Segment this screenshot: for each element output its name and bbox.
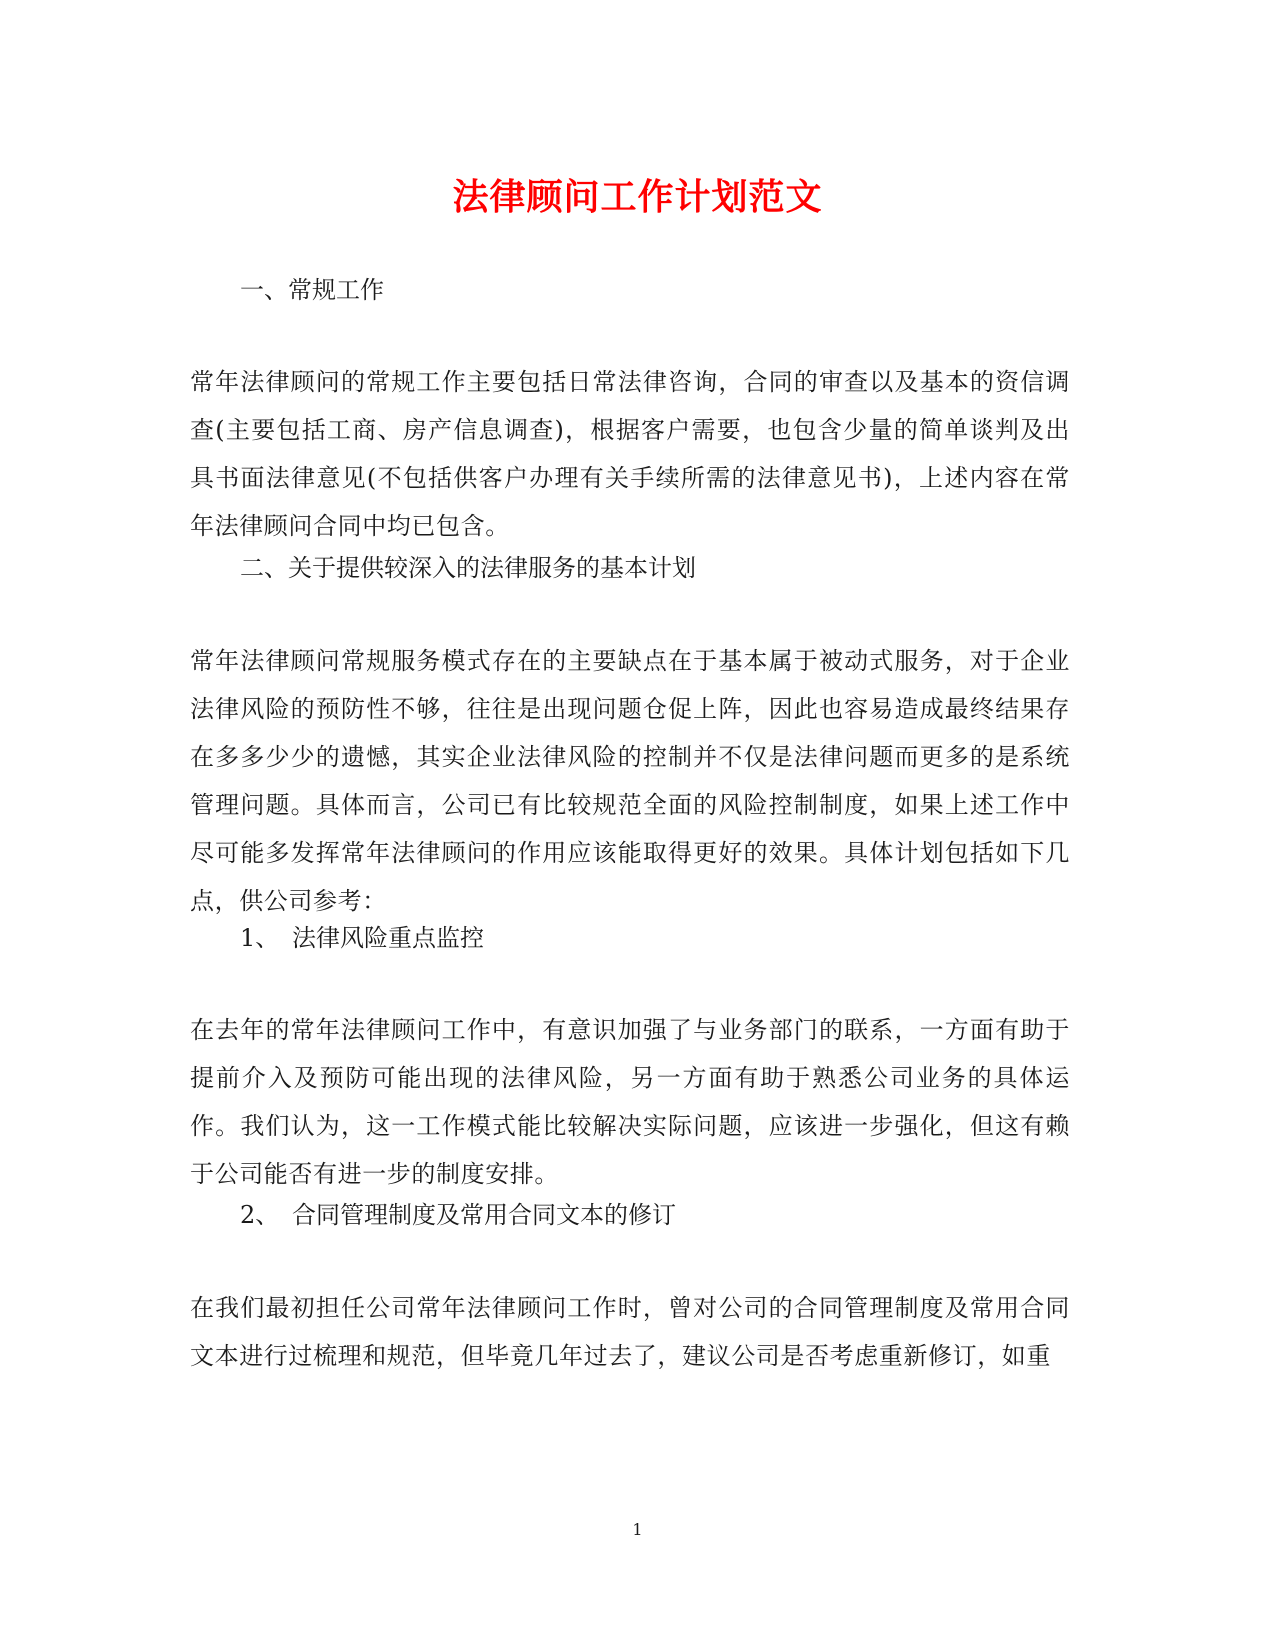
numbered-heading-1: [240, 922, 484, 954]
paragraph-1: 常年法律顾问的常规工作主要包括日常法律咨询，合同的审查以及基本的资信调查(主要包括工商、房产信息调查)，根据客户需要，也包含少量的简单谈判及出具书面法律意见(不包括供客户办理有关手续所需的法律意见书)，上述内容在常年法律顾问合同中均已包含。: [190, 368, 1070, 540]
heading-text: 法律风险重点监控: [292, 924, 484, 952]
section-heading-1: 一、常规工作: [240, 276, 384, 304]
section-heading-2: 二、关于提供较深入的法律服务的基本计划: [240, 554, 696, 582]
paragraph-4: 在我们最初担任公司常年法律顾问工作时，曾对公司的合同管理制度及常用合同文本进行过梳理和规范，但毕竟几年过去了，建议公司是否考虑重新修订，如重: [190, 1294, 1070, 1370]
heading-number: 2、: [240, 1201, 280, 1229]
heading-number: 1、: [240, 924, 280, 952]
numbered-heading-2: [240, 1199, 676, 1231]
paragraph-2: 常年法律顾问常规服务模式存在的主要缺点在于基本属于被动式服务，对于企业法律风险的预防性不够，往往是出现问题仓促上阵，因此也容易造成最终结果存在多多少少的遗憾，其实企业法律风险的控制并不仅是法律问题而更多的是系统管理问题。具体而言，公司已有比较规范全面的风险控制制度，如果上述工作中尽可能多发挥常年法律顾问的作用应该能取得更好的效果。具体计划包括如下几点，供公司参考：: [190, 647, 1070, 915]
heading-text: 合同管理制度及常用合同文本的修订: [292, 1201, 676, 1229]
page-number: 1: [632, 1520, 643, 1539]
paragraph-3: 在去年的常年法律顾问工作中，有意识加强了与业务部门的联系，一方面有助于提前介入及预防可能出现的法律风险，另一方面有助于熟悉公司业务的具体运作。我们认为，这一工作模式能比较解决实际问题，应该进一步强化，但这有赖于公司能否有进一步的制度安排。: [190, 1016, 1070, 1188]
document-title: 法律顾问工作计划范文: [452, 176, 823, 218]
